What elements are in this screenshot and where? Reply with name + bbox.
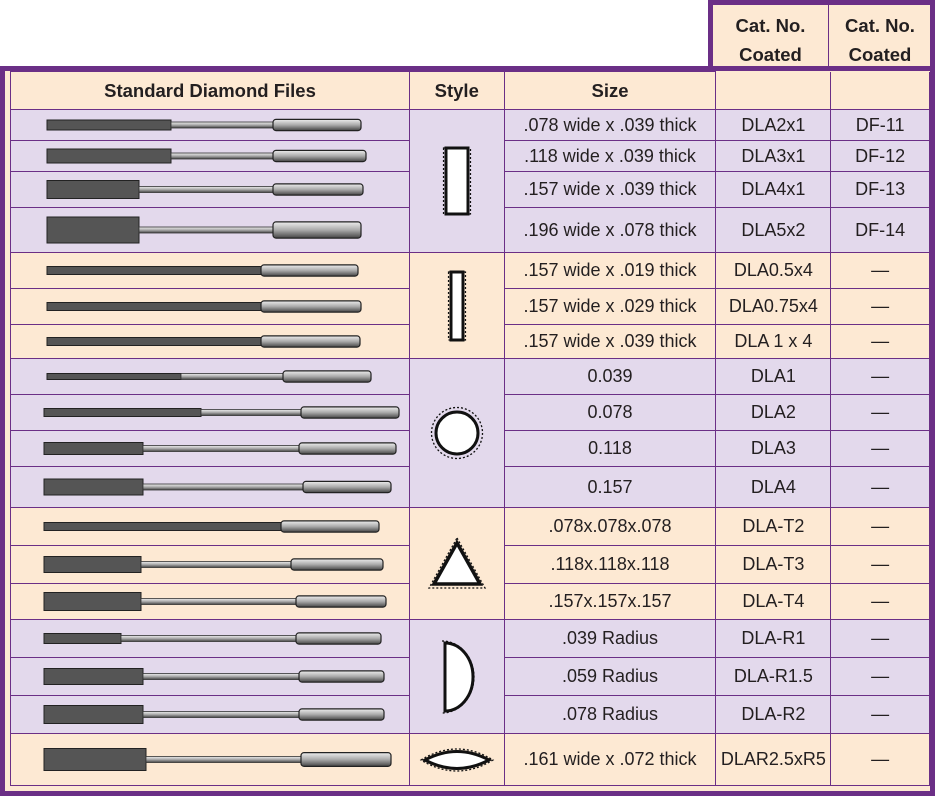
cat1-cell: DLA2x1 (716, 110, 831, 141)
size-cell: .039 Radius (504, 620, 716, 658)
cat1-cell: DLA-R1.5 (716, 658, 831, 696)
size-cell: 0.039 (504, 359, 716, 395)
size-cell: .157x.157x.157 (504, 584, 716, 620)
files-header: Standard Diamond Files (11, 72, 410, 110)
table-row (11, 620, 930, 658)
cat1-cell: DLA4 (716, 467, 831, 508)
file-image (11, 110, 410, 141)
cat1-cell: DLA3 (716, 431, 831, 467)
table-row (11, 734, 930, 786)
style-header: Style (410, 72, 505, 110)
size-cell: .078 Radius (504, 696, 716, 734)
cat1-header-line2: Coated (739, 44, 802, 65)
cat1-cell: DLA-R1 (716, 620, 831, 658)
file-image (11, 508, 410, 546)
cat1-cell: DLA-R2 (716, 696, 831, 734)
cat1-cell: DLA-T3 (716, 546, 831, 584)
size-cell: .078 wide x .039 thick (504, 110, 716, 141)
cat2-cell: — (831, 546, 930, 584)
size-cell: 0.157 (504, 467, 716, 508)
size-cell: .118x.118x.118 (504, 546, 716, 584)
file-image (11, 696, 410, 734)
diamond-files-table (10, 71, 930, 786)
size-cell: 0.118 (504, 431, 716, 467)
table-row (11, 508, 930, 546)
cat2-cell: — (831, 696, 930, 734)
cat2-cell: DF-14 (831, 208, 930, 253)
size-cell: .157 wide x .019 thick (504, 253, 716, 289)
size-cell: .161 wide x .072 thick (504, 734, 716, 786)
cat1-header-line1: Cat. No. (735, 15, 806, 36)
file-image (11, 395, 410, 431)
cat2-header-line1: Cat. No. (845, 15, 915, 36)
cat2-cell: — (831, 584, 930, 620)
file-image (11, 172, 410, 208)
cat1-cell: DLA3x1 (716, 141, 831, 172)
cat2-cell: — (831, 289, 930, 325)
cat2-cell: — (831, 658, 930, 696)
file-image (11, 289, 410, 325)
cat1-cell: DLA0.75x4 (716, 289, 831, 325)
size-cell: .078x.078x.078 (504, 508, 716, 546)
round-icon (410, 359, 505, 508)
cat2-header-spacer (831, 72, 930, 110)
size-header: Size (504, 72, 716, 110)
table-row (11, 359, 930, 395)
file-image (11, 467, 410, 508)
size-cell: .118 wide x .039 thick (504, 141, 716, 172)
size-cell: .157 wide x .039 thick (504, 325, 716, 359)
cat1-cell: DLA 1 x 4 (716, 325, 831, 359)
cat2-cell: DF-12 (831, 141, 930, 172)
product-table-frame (0, 66, 935, 796)
cat2-cell: — (831, 359, 930, 395)
cat2-cell: — (831, 508, 930, 546)
size-cell: .157 wide x .029 thick (504, 289, 716, 325)
cat2-cell: — (831, 253, 930, 289)
cat2-cell: — (831, 467, 930, 508)
size-cell: 0.078 (504, 395, 716, 431)
file-image (11, 325, 410, 359)
header-row (11, 72, 930, 110)
barrette-icon (410, 734, 505, 786)
size-cell: .157 wide x .039 thick (504, 172, 716, 208)
cat1-cell: DLA2 (716, 395, 831, 431)
cat1-cell: DLA-T4 (716, 584, 831, 620)
size-cell: .059 Radius (504, 658, 716, 696)
file-image (11, 253, 410, 289)
triangle-icon (410, 508, 505, 620)
cat1-cell: DLA-T2 (716, 508, 831, 546)
half-round-icon (410, 620, 505, 734)
rectangle-thin-icon (410, 253, 505, 359)
file-image (11, 584, 410, 620)
file-image (11, 141, 410, 172)
cat1-cell: DLA4x1 (716, 172, 831, 208)
table-row (11, 110, 930, 141)
cat1-header-spacer (716, 72, 831, 110)
cat2-cell: — (831, 431, 930, 467)
file-image (11, 658, 410, 696)
cat2-header-line2: Coated (848, 44, 912, 65)
cat2-cell: — (831, 620, 930, 658)
table-row (11, 253, 930, 289)
cat2-cell: — (831, 734, 930, 786)
cat2-cell: — (831, 325, 930, 359)
file-image (11, 431, 410, 467)
cat1-cell: DLA1 (716, 359, 831, 395)
cat1-cell: DLA5x2 (716, 208, 831, 253)
rectangle-flat-icon (410, 110, 505, 253)
cat2-cell: DF-13 (831, 172, 930, 208)
size-cell: .196 wide x .078 thick (504, 208, 716, 253)
file-image (11, 208, 410, 253)
cat2-cell: — (831, 395, 930, 431)
file-image (11, 359, 410, 395)
file-image (11, 734, 410, 786)
file-image (11, 620, 410, 658)
cat1-cell: DLA0.5x4 (716, 253, 831, 289)
file-image (11, 546, 410, 584)
cat2-cell: DF-11 (831, 110, 930, 141)
cat1-cell: DLAR2.5xR5 (716, 734, 831, 786)
